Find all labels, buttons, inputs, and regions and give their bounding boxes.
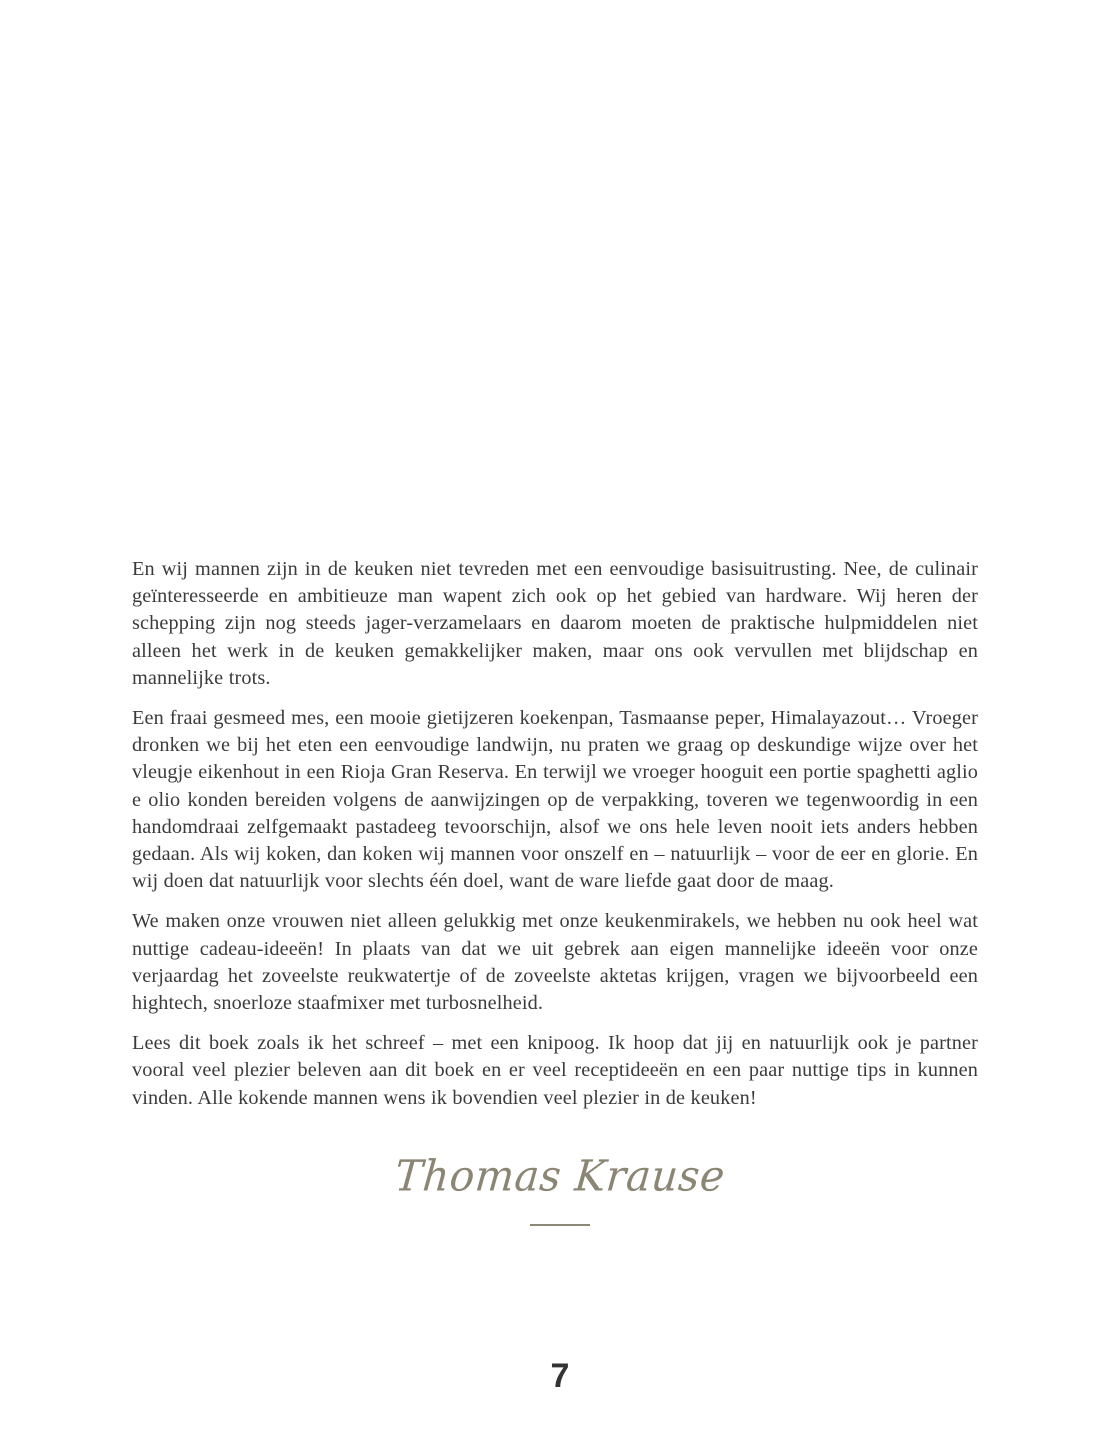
signature-block (0, 1152, 1120, 1226)
body-paragraph-1: En wij mannen zijn in de keuken niet tevreden met een eenvoudige basisuitrusting. Nee, de culinair geïnteresseerde en ambitieuze man wapent zich ook op het gebied van hardware. Wij heren der schepping zijn nog steeds jager-verzamelaars en daarom moeten de praktische hulpmiddelen niet alleen het werk in de keuken gemakkelijker maken, maar ons ook vervullen met blijdschap en mannelijke trots. (132, 558, 978, 689)
page-footer (0, 1358, 1120, 1394)
body-text-column (132, 556, 978, 1112)
page-top-whitespace (0, 0, 1120, 556)
signature-name: Thomas Krause (392, 1151, 728, 1201)
body-paragraph-4: Lees dit boek zoals ik het schreef – met een knipoog. Ik hoop dat jij en natuurlijk ook je partner vooral veel plezier beleven aan dit boek en er veel receptideeën en een paar nuttige tips in kunnen vinden. Alle kokende mannen wens ik bovendien veel plezier in de keuken! (132, 1032, 978, 1109)
signature-divider-rule (530, 1224, 590, 1226)
body-paragraph-3: We maken onze vrouwen niet alleen gelukkig met onze keukenmirakels, we hebben nu ook heel wat nuttige cadeau-ideeën! In plaats van dat we uit gebrek aan eigen mannelijke ideeën voor onze verjaardag het zoveelste reukwatertje of de zoveelste aktetas krijgen, vragen we bijvoorbeeld een hightech, snoerloze staafmixer met turbosnelheid. (132, 910, 978, 1015)
page-number: 7 (550, 1357, 570, 1395)
body-paragraph-2: Een fraai gesmeed mes, een mooie gietijzeren koekenpan, Tasmaanse peper, Himalayazout… Vroeger dronken we bij het eten een eenvoudige landwijn, nu praten we graag op deskundige wijze over het vleugje eikenhout in een Rioja Gran Reserva. En terwijl we vroeger hooguit een portie spaghetti aglio e olio konden bereiden volgens de aanwijzingen op de verpakking, toveren we tegenwoordig in een handomdraai zelfgemaakt pastadeeg tevoorschijn, alsof we ons hele leven nooit iets anders hebben gedaan. Als wij koken, dan koken wij mannen voor onszelf en – natuurlijk – voor de eer en glorie. En wij doen dat natuurlijk voor slechts één doel, want de ware liefde gaat door de maag. (132, 707, 978, 893)
